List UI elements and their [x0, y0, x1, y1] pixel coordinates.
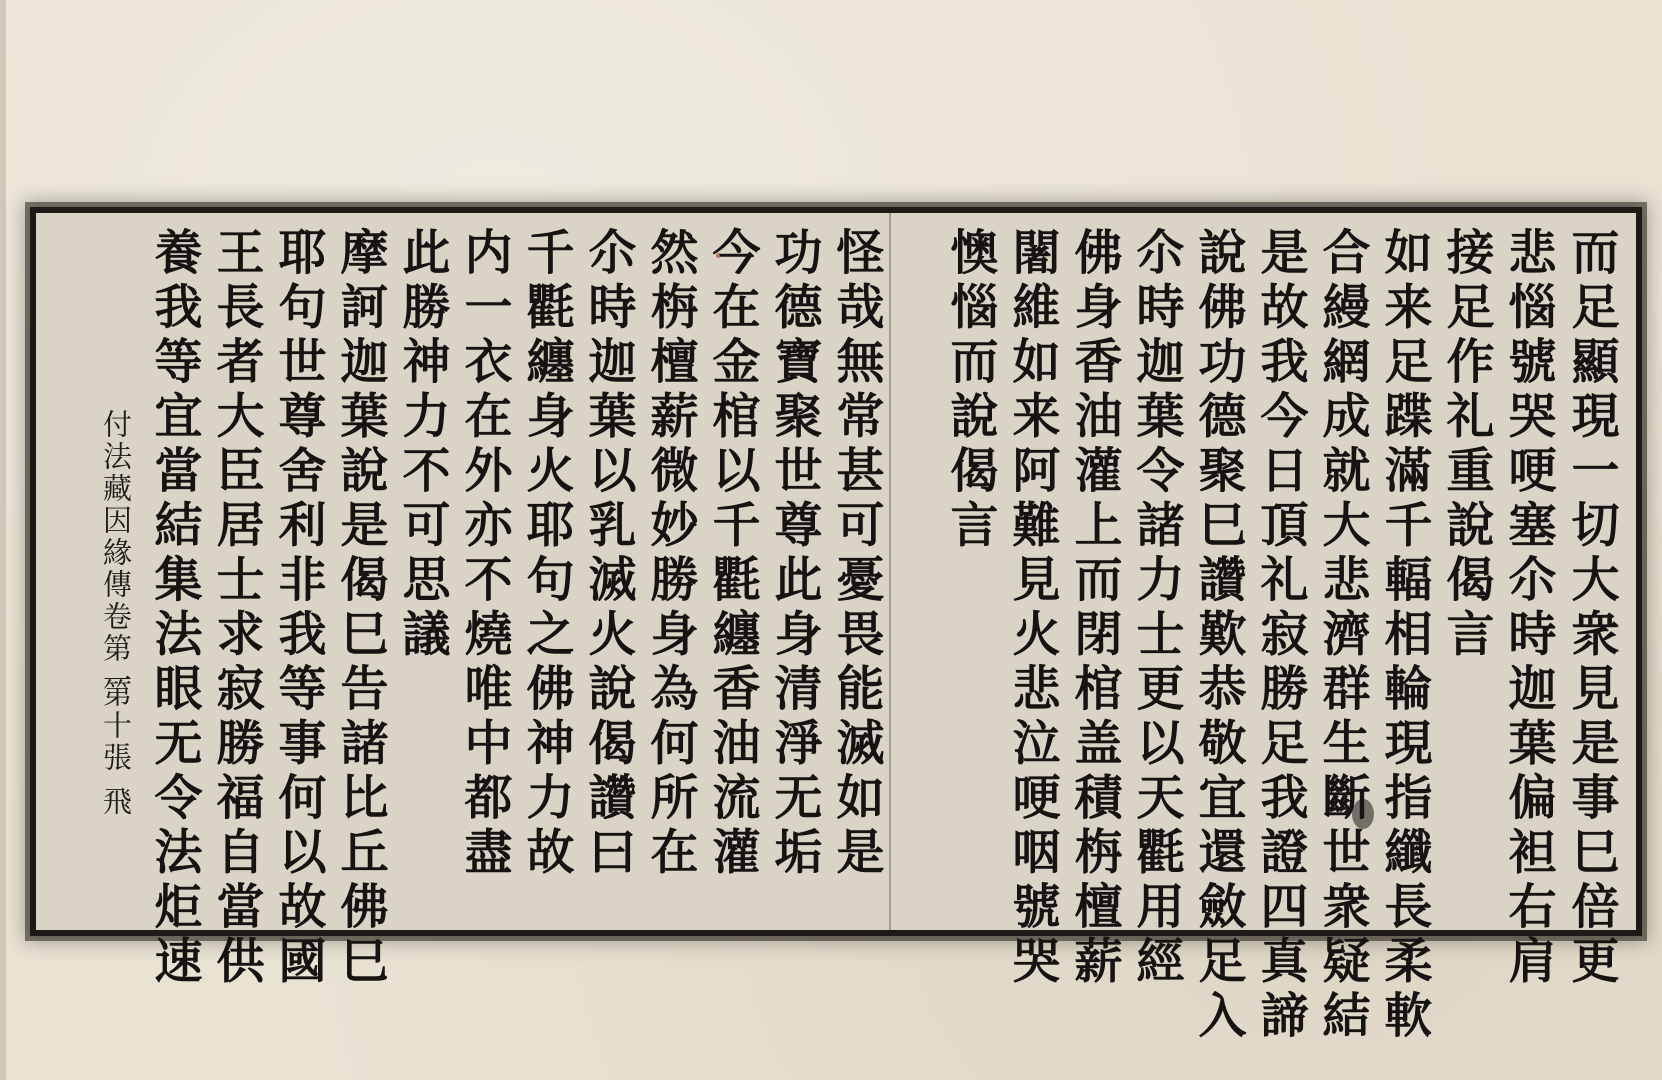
- text-column-2: 悲惱號哭哽塞尒時迦葉偏袒右肩: [1500, 227, 1556, 990]
- text-column-9: 佛身香油灌上而閉棺盖積栴檀薪: [1066, 227, 1122, 990]
- text-column-5: 合縵網成就大悲濟群生斷世衆疑結: [1314, 227, 1370, 1045]
- text-column-12: 怪哉無常甚可憂畏能滅如是: [828, 227, 884, 881]
- page-edge: [0, 0, 6, 1080]
- footer-title: 付法藏因緣傳卷第一: [99, 409, 133, 697]
- text-column-10: 闍維如来阿難見火悲泣哽咽號哭: [1004, 227, 1060, 990]
- printed-text-block: [30, 207, 1642, 1045]
- text-column-21: 耶句世尊舍利非我等事何以故國: [270, 227, 326, 990]
- text-column-3: 接足作礼重說偈言: [1438, 227, 1494, 663]
- text-column-14: 今在金棺以千氍纏香油流灌: [704, 227, 760, 881]
- text-column-22: 王長者大臣居士求寂勝福自當供: [208, 227, 264, 990]
- text-column-13: 功德寶聚世尊此身清淨无垢: [766, 227, 822, 881]
- text-column-15: 然栴檀薪微妙勝身為何所在: [642, 227, 698, 881]
- text-column-11: 懊惱而說偈言: [942, 227, 998, 554]
- text-column-20: 摩訶迦葉說是偈巳告諸比丘佛巳: [332, 227, 388, 990]
- text-column-6: 是故我今日頂礼寂勝足我證四真諦: [1252, 227, 1308, 1045]
- text-column-19: 此勝神力不可思議: [394, 227, 450, 663]
- fold-line: [889, 213, 891, 930]
- text-column-23: 養我等宜當結集法眼无令法炬速: [146, 227, 202, 990]
- text-column-17: 千氍纏身火耶句之佛神力故: [518, 227, 574, 881]
- text-column-18: 内一衣在外亦不燒唯中都盡: [456, 227, 512, 881]
- footer-page-number: 第十張 飛: [99, 678, 133, 819]
- text-column-4: 如来足蹀滿千輻相輪現指纖長柔軟: [1376, 227, 1432, 1045]
- text-column-8: 尒時迦葉令諸力士更以天氍用經: [1128, 227, 1184, 990]
- text-column-16: 尒時迦葉以乳滅火說偈讚曰: [580, 227, 636, 881]
- text-column-7: 說佛功德聚巳讚歎恭敬宜還斂足入: [1190, 227, 1246, 1045]
- text-column-1: 而足顯現一切大衆見是事巳倍更: [1563, 227, 1619, 990]
